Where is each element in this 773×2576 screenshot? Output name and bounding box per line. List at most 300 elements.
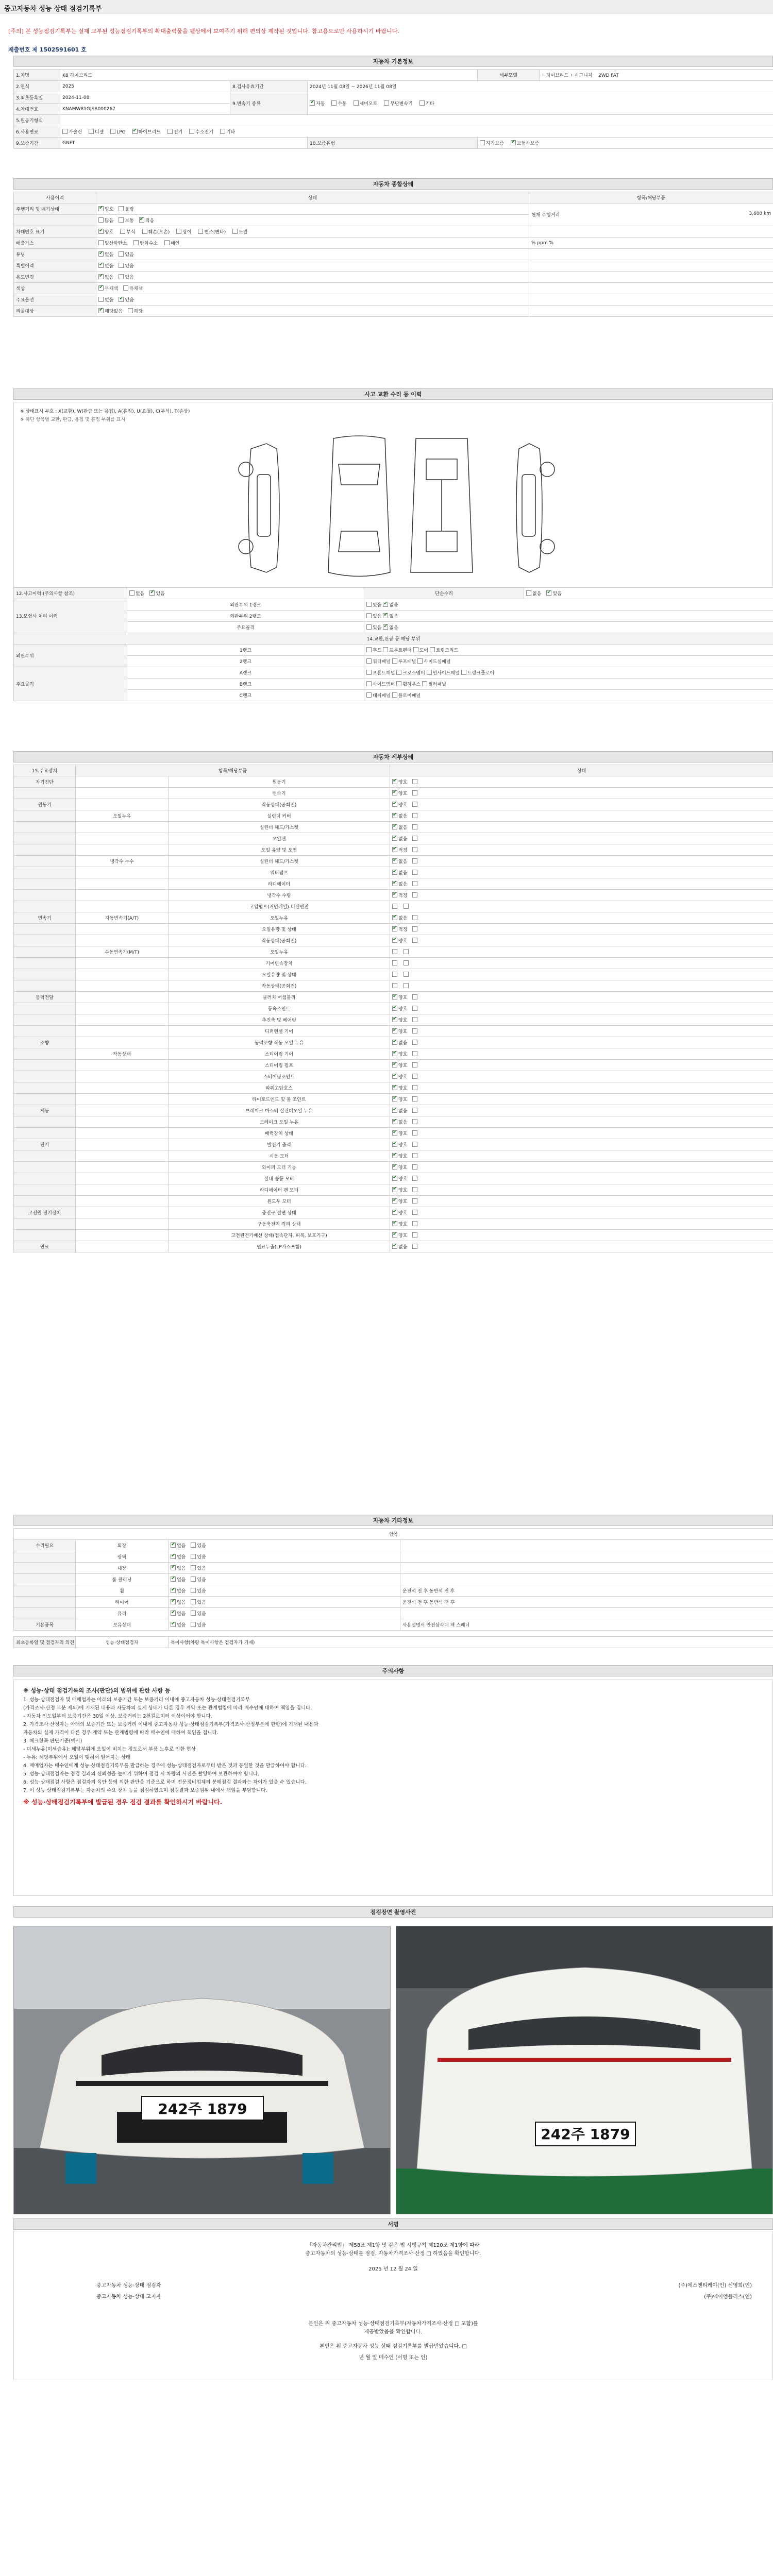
fuel-diesel[interactable]: 디젤 [89,128,104,135]
detail-state-selected[interactable] [392,1050,407,1057]
warranty-self[interactable]: 자가보증 [480,140,504,146]
label-transmission: 9.변속기 종류 [230,92,308,115]
detail-row [14,1071,773,1082]
rank-label: 2랭크 [127,656,364,667]
opt-co[interactable]: 일산화탄소 [98,240,127,246]
other-row [14,1597,773,1608]
opt-none[interactable]: 없음 [129,590,144,597]
detail-state-alt[interactable] [412,1006,418,1012]
detail-state-alt[interactable] [404,904,410,910]
detail-state-alt[interactable] [412,1051,418,1057]
notes-line: 4. 매매업자는 매수인에게 성능·상태점검기록부를 발급하는 경우에 성능·상태점검자로부터 받은 것과 동일한 것을 발급하여야 합니다. [23,1763,307,1769]
detail-state-selected[interactable] [392,960,398,967]
opt-yes[interactable]: 있음 [191,1610,206,1617]
value-detail-model: ㄴ하이브리드 ㄴ시그니처 2WD FAT [540,70,773,81]
opt-none[interactable]: ✔ 없음 [171,1553,186,1560]
opt-yes[interactable]: 있음 [191,1599,206,1605]
buyer-sign-line[interactable]: 년 월 일 매수인 (서명 또는 인) [359,2355,428,2361]
detail-state-alt[interactable] [412,1085,418,1091]
opt-normal[interactable]: 보통 [119,217,133,224]
opt-altered[interactable]: 변조(변타) [198,228,226,235]
detail-item: 오일팬 [169,833,390,844]
detail-group: 조향 [14,1037,76,1048]
other-row [14,1574,773,1585]
mileage-value: 3,600 km [749,211,771,216]
detail-state-text: 없음 [398,1109,408,1114]
detail-state-selected[interactable] [392,937,407,944]
opt-none[interactable]: ✔ 없음 [171,1599,186,1605]
detail-state-alt[interactable] [412,1130,418,1137]
detail-status-table [13,765,773,1252]
opt-na[interactable]: ✔ 해당없음 [98,308,123,314]
detail-state-text: 없음 [398,837,408,842]
detail-state-alt[interactable] [412,858,418,865]
detail-state-alt[interactable] [412,790,418,796]
detail-col-item: 항목/해당부품 [76,765,390,776]
row-label-empty [14,215,96,226]
notes-line: 7. 이 성능·상태점검기록부는 자동차의 주요 장치 등을 점검하였으며 점검결과 보증범위 내에서 책임을 부담합니다. [23,1788,267,1793]
opt-yes[interactable]: 있음 [119,274,133,280]
detail-subgroup [76,867,169,878]
detail-subgroup [76,1082,169,1094]
detail-state-selected[interactable] [392,880,407,887]
detail-group [14,1094,76,1105]
detail-state [390,901,773,912]
other-group [14,1597,76,1608]
detail-subgroup [76,1094,169,1105]
detail-state-alt[interactable] [412,1232,418,1239]
detail-col-device: 15.주요장치 [14,765,76,776]
detail-group [14,958,76,969]
other-group [14,1563,76,1574]
detail-state-selected[interactable] [392,1153,407,1159]
detail-state-selected[interactable] [392,1028,407,1035]
detail-state-text: 없음 [398,859,408,865]
detail-row [14,822,773,833]
detail-state-alt[interactable] [412,881,418,887]
detail-state-alt[interactable] [412,1221,418,1227]
detail-state-selected[interactable] [392,1187,407,1193]
detail-state-selected[interactable] [392,1016,407,1023]
detail-item: 브레이크 마스터 실린더오일 누유 [169,1105,390,1116]
opt-none[interactable]: ✔ 없음 [171,1565,186,1571]
opt-none[interactable]: ✔ 없음 [98,262,113,269]
detail-group [14,1150,76,1162]
detail-state-alt[interactable] [412,847,418,853]
detail-state-selected[interactable] [392,778,407,785]
detail-state-selected[interactable] [392,1232,407,1239]
detail-state-text: 양호 [398,1063,408,1069]
detail-state-selected[interactable] [392,1221,407,1227]
opt-rust[interactable]: 부식 [120,228,135,235]
detail-state-text: 양호 [398,1188,408,1193]
detail-state-selected[interactable] [392,914,407,921]
detail-state-alt[interactable] [412,1108,418,1114]
detail-state-alt[interactable] [412,1153,418,1159]
detail-state-selected[interactable] [392,994,407,1001]
detail-state-selected[interactable] [392,824,407,831]
opt-yes[interactable]: 있음 [191,1553,206,1560]
detail-state-alt[interactable] [412,1244,418,1250]
other-options [169,1551,400,1563]
detail-subgroup [76,1116,169,1128]
detail-state-selected[interactable] [392,869,407,876]
detail-state-text: 없음 [398,1041,408,1046]
other-group: 수리필요 [14,1540,76,1551]
detail-subgroup [76,1150,169,1162]
opt-yes[interactable]: ✔ 있음 [119,296,133,303]
opt-few[interactable]: ✔ 적음 [139,217,154,224]
other-group [14,1585,76,1597]
statement-2: 중고자동차의 성능·상태를 점검, 자동차가격조사·산정 □ 하였음을 확인합니다. [305,2251,481,2257]
detail-state-alt[interactable] [412,836,418,842]
detail-subgroup [76,833,169,844]
row-label: 주행거리 및 계기상태 [14,204,96,215]
detail-item: 고압펌프(커먼레일)-디젤엔진 [169,901,390,912]
detail-state-selected[interactable] [392,1175,407,1182]
opt-chromatic[interactable]: 유채색 [123,285,143,292]
car-outline-diagram [230,428,560,583]
detail-state-text: 없음 [398,1245,408,1250]
value-engine [60,115,773,126]
row-label: 리콜대상 [14,306,96,317]
opt-none[interactable]: ✔ 없음 [171,1610,186,1617]
detail-state-selected[interactable] [392,801,407,808]
value-first-reg: 2024-11-08 [60,92,230,104]
detail-subgroup [76,878,169,890]
opt-yes[interactable]: ✔ 있음 [149,590,164,597]
opt-none[interactable]: 없음 [98,296,113,303]
simple-repair-opts [524,588,773,599]
other-item: 광택 [76,1551,169,1563]
opt-none[interactable]: 없음 [526,590,541,597]
opt-applies[interactable]: 해당 [128,308,143,314]
detail-group [14,844,76,856]
opt-yes[interactable]: 있음 [119,262,133,269]
detail-state-alt[interactable] [404,960,410,967]
basic-info-header: 자동차 기본정보 [13,56,773,67]
title-bar [0,0,773,13]
opt-manual[interactable]: 수동 [331,100,346,107]
opt-none[interactable]: ✔ 없음 [98,251,113,258]
detail-item: 클러치 어셈블리 [169,992,390,1003]
opt-yes[interactable]: 있음 [191,1576,206,1583]
detail-subgroup [76,1026,169,1037]
fuel-electric[interactable]: 전기 [167,128,182,135]
rank-label: B랭크 [127,679,364,690]
rank-parts: 쿼터패널 루프패널 사이드실패널 [364,656,773,667]
opt-yes[interactable]: 있음 [119,251,133,258]
detail-state-text: 없음 [398,916,408,921]
warranty-options [478,138,773,149]
detail-item: 타이로드엔드 및 볼 조인트 [169,1094,390,1105]
other-options [169,1540,400,1551]
detail-group: 전기 [14,1139,76,1150]
opt-smoke[interactable]: 매연 [164,240,179,246]
detail-state-selected[interactable] [392,983,398,989]
detail-item: 동력조향 작동 오일 누유 [169,1037,390,1048]
detail-state [390,799,773,810]
detail-state-selected[interactable] [392,790,407,796]
cost-row-opts: 있음 ✔없음 [364,622,773,633]
accident-header: 사고 교환 수리 등 이력 [13,388,773,400]
detail-state [390,822,773,833]
detail-row [14,980,773,992]
opt-yes[interactable]: 있음 [191,1621,206,1628]
detail-state [390,1207,773,1218]
detail-state-alt[interactable] [412,915,418,921]
detail-row [14,924,773,935]
detail-state-alt[interactable] [412,1074,418,1080]
cost-row-label: 외판부위 1랭크 [127,599,364,611]
detail-state-alt[interactable] [412,1040,418,1046]
detail-state-selected[interactable] [392,1164,407,1171]
detail-state [390,980,773,992]
notice-text: [주의] 본 성능점검기록부는 실제 교부된 성능점검기록부의 확대출력물을 웹상에서 보여주기 위해 편의상 제작된 것입니다. 참고용으로만 사용하시기 바랍니다. [8,28,399,35]
detail-row [14,844,773,856]
col-state: 상태 [96,192,529,204]
detail-row [14,776,773,788]
opt-none[interactable]: ✔ 없음 [171,1576,186,1583]
notes-warning: ※ 성능·상태점검기록부에 발급된 경우 점검 결과를 확인하시기 바랍니다. [23,1799,223,1806]
detail-item: 연료누출(LP가스포함) [169,1241,390,1252]
other-extra: 운전석 전 후 동반석 전 후 [400,1585,773,1597]
other-options [169,1597,400,1608]
opt-other[interactable]: 기타 [419,100,434,107]
detail-subgroup [76,1230,169,1241]
insurance-history-label: 13.보험사 처리 이력 [14,599,127,633]
other-options [169,1608,400,1619]
opt-none[interactable]: ✔ 없음 [171,1621,186,1628]
other-options [169,1619,400,1631]
detail-state-selected[interactable] [392,892,407,899]
opt-yes[interactable]: ✔ 있음 [546,590,561,597]
detail-state-selected[interactable] [392,1118,407,1125]
detail-row [14,1094,773,1105]
detail-state-text: 양호 [398,1199,408,1205]
detail-row [14,878,773,890]
detail-state-selected[interactable] [392,972,398,978]
detail-state-selected[interactable] [392,1107,407,1114]
rank-parts: 사이드멤버 휠하우스 필러패널 [364,679,773,690]
accident-history-label: 12.사고이력 (주의사항 참조) [14,588,127,599]
detail-state-selected[interactable] [392,858,407,865]
note-empty [529,226,773,238]
detail-state-alt[interactable] [412,1187,418,1193]
detail-state-selected[interactable] [392,1096,407,1103]
detail-state [390,833,773,844]
detail-group [14,1128,76,1139]
detail-state-alt[interactable] [412,1210,418,1216]
opt-yes[interactable]: 있음 [191,1565,206,1571]
opt-diff[interactable]: 상이 [176,228,191,235]
detail-state-text: 양호 [398,1097,408,1103]
opt-damage[interactable]: 훼손(오손) [142,228,170,235]
other-item: 휠 [76,1585,169,1597]
detail-state-text: 양호 [398,939,408,944]
rear-plate-text: 242주 1879 [541,2126,630,2143]
detail-state-alt[interactable] [412,1142,418,1148]
detail-row [14,1218,773,1230]
detail-state-text: 양호 [398,1211,408,1216]
detail-row [14,1048,773,1060]
opt-good[interactable]: ✔ 양호 [98,206,113,212]
fuel-hybrid[interactable]: ✔ 하이브리드 [132,128,161,135]
detail-row [14,969,773,980]
detail-subgroup [76,1037,169,1048]
other-extra [400,1540,773,1551]
detail-row [14,901,773,912]
detail-state-alt[interactable] [412,1119,418,1125]
col-use-history: 사용이력 [14,192,96,204]
detail-state-selected[interactable] [392,926,407,933]
fuel-lpg[interactable]: LPG [110,129,125,135]
detail-subgroup [76,901,169,912]
detail-state-alt[interactable] [404,983,410,989]
detail-row [14,1128,773,1139]
opt-many[interactable]: 많음 [98,217,113,224]
front-car-image [14,1926,391,2214]
detail-state [390,1196,773,1207]
opt-semi[interactable]: 세미오토 [354,100,378,107]
fuel-hydrogen[interactable]: 수소전기 [189,128,213,135]
detail-state-alt[interactable] [412,824,418,831]
detail-state [390,1003,773,1014]
detail-row [14,788,773,799]
appraiser-label: 중고자동차 성능·상태 고지자 [96,2294,161,2300]
opt-yes[interactable]: 있음 [191,1542,206,1549]
signature-header: 서명 [13,2218,773,2230]
row-options [96,283,529,294]
detail-item: 파워고압호스 [169,1082,390,1094]
detail-item: 디퍼렌셜 기어 [169,1026,390,1037]
detail-state-selected[interactable] [392,1130,407,1137]
opt-none[interactable]: ✔ 없음 [171,1542,186,1549]
detail-group [14,867,76,878]
detail-state-selected[interactable] [392,949,398,955]
opt-achromatic[interactable]: ✔ 무채색 [98,285,118,292]
detail-state-selected[interactable] [392,812,407,819]
detail-state-alt[interactable] [412,779,418,785]
detail-subgroup: 작동상태 [76,1048,169,1060]
detail-item: 작동상태(공회전) [169,980,390,992]
detail-state-text: 양호 [398,1222,408,1227]
detail-row [14,1037,773,1048]
detail-state-text: 양호 [398,995,408,1001]
opt-cvt[interactable]: 무단변속기 [384,100,412,107]
detail-state-selected[interactable] [392,1039,407,1046]
opt-yes[interactable]: 있음 [191,1587,206,1594]
detail-state-selected[interactable] [392,1073,407,1080]
detail-state-alt[interactable] [412,938,418,944]
detail-state-selected[interactable] [392,846,407,853]
opt-hc[interactable]: 탄화수소 [133,240,158,246]
fuel-gasoline[interactable]: 가솔린 [62,128,82,135]
detail-state-selected[interactable] [392,1198,407,1205]
fuel-other[interactable]: 기타 [220,128,235,135]
detail-state-alt[interactable] [412,1062,418,1069]
other-extra [400,1563,773,1574]
price-label: 최초등록일 및 점검자의 의견 [14,1637,76,1648]
basic-info-table [13,69,773,149]
detail-item: 윈도우 모터 [169,1196,390,1207]
detail-item: 작동상태(공회전) [169,935,390,946]
detail-group [14,901,76,912]
other-row [14,1608,773,1619]
detail-state-selected[interactable] [392,1141,407,1148]
detail-state [390,1150,773,1162]
detail-state-alt[interactable] [412,994,418,1001]
detail-subgroup [76,980,169,992]
opt-none[interactable]: ✔ 없음 [171,1587,186,1594]
detail-subgroup [76,788,169,799]
detail-state-alt[interactable] [412,1198,418,1205]
detail-group [14,1082,76,1094]
cost-row-label: 외판부위 2랭크 [127,611,364,622]
opt-good[interactable]: ✔ 양호 [98,228,113,235]
detail-state-selected[interactable] [392,1062,407,1069]
statement-1: 「자동차관리법」 제58조 제1항 및 같은 법 시행규칙 제120조 제1항에 따라 [307,2243,480,2248]
opt-auto[interactable]: ✔ 자동 [310,100,325,107]
detail-state-alt[interactable] [412,1176,418,1182]
detail-state-alt[interactable] [404,949,410,955]
detail-subgroup [76,822,169,833]
opt-painted[interactable]: 도말 [232,228,247,235]
detail-state-selected[interactable] [392,1209,407,1216]
detail-state-alt[interactable] [412,926,418,933]
warranty-insurer[interactable]: ✔ 보험사보증 [511,140,539,146]
detail-state [390,946,773,958]
notes-line: 6. 성능·상태점검 사항은 점검자의 육안 등에 의한 판단을 기준으로 하며 전문정비업체의 분해점검 결과와는 차이가 있을 수 있습니다. [23,1780,307,1785]
detail-state-selected[interactable] [392,904,398,910]
notes-line: 5. 성능·상태점검자는 점검 결과의 신뢰성을 높이기 위하여 점검 시 차량의 사진을 촬영하여 보관하여야 합니다. [23,1771,260,1777]
detail-state [390,958,773,969]
detail-state-alt[interactable] [412,813,418,819]
row-options [96,238,529,249]
detail-state-alt[interactable] [412,1028,418,1035]
detail-state-selected[interactable] [392,1084,407,1091]
detail-state-text: 양호 [398,1018,408,1023]
detail-item: 실린더 헤드/가스켓 [169,856,390,867]
detail-group [14,1218,76,1230]
detail-state-alt[interactable] [412,1017,418,1023]
detail-state-alt[interactable] [412,1096,418,1103]
detail-state-selected[interactable] [392,835,407,842]
detail-state-alt[interactable] [412,802,418,808]
row-label: 색상 [14,283,96,294]
detail-state-selected[interactable] [392,1005,407,1012]
detail-state-alt[interactable] [412,870,418,876]
simple-repair-label: 단순수리 [364,588,524,599]
opt-bad[interactable]: 불량 [119,206,133,212]
detail-state-alt[interactable] [412,1164,418,1171]
other-item: 보유상태 [76,1619,169,1631]
detail-item: 라디에이터 [169,878,390,890]
row-label: 차대번호 표기 [14,226,96,238]
detail-state-alt[interactable] [404,972,410,978]
detail-subgroup [76,1207,169,1218]
detail-state [390,810,773,822]
detail-item: 발전기 출력 [169,1139,390,1150]
opt-none[interactable]: ✔ 없음 [98,274,113,280]
notes-line: 3. 체크항목 판단기준(예시) [23,1738,82,1744]
status-legend-note: ※ 하단 항목별 교환, 판금, 용접 및 흠집 부위를 표시 [20,417,126,422]
other-group [14,1608,76,1619]
detail-state-alt[interactable] [412,892,418,899]
detail-state-selected[interactable] [392,1243,407,1250]
detail-state-text: 적정 [398,927,408,933]
rank-parts: 후드 프론트펜더 도어 트렁크리드 [364,645,773,656]
